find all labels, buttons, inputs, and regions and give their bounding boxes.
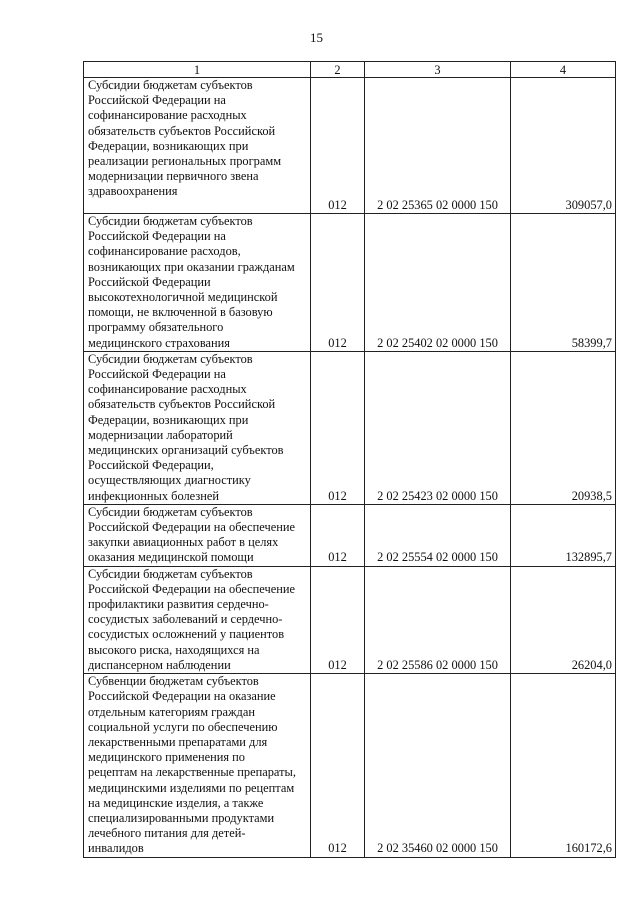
table-header-row [84, 62, 616, 78]
table-row [84, 504, 616, 566]
description-line: социальной услуги по обеспечению [88, 719, 278, 734]
description-line: медицинскими изделиями по рецептам [88, 780, 295, 795]
description-line: модернизации лабораторий [88, 427, 233, 442]
description-line: специализированными продуктами [88, 810, 275, 825]
row-kbk: 2 02 35460 02 0000 150 [365, 674, 511, 857]
row-description [84, 78, 311, 214]
row-code: 012 [311, 566, 365, 673]
description-line: рецептам на лекарственные препараты, [88, 765, 296, 780]
row-code: 012 [311, 214, 365, 352]
description-line: Федерации, возникающих при [88, 412, 249, 427]
description-line: софинансирование расходных [88, 382, 247, 397]
description-line: высокотехнологичной медицинской [88, 290, 278, 305]
table-row [84, 214, 616, 352]
description-line: осуществляющих диагностику [88, 473, 251, 488]
row-description [84, 214, 311, 352]
column-header-1: 1 [84, 62, 311, 78]
description-line: Субсидии бюджетам субъектов [88, 78, 253, 92]
row-description [84, 674, 311, 857]
row-amount: 58399,7 [511, 214, 616, 352]
description-line: Российской Федерации на обеспечение [88, 581, 295, 596]
description-line: Российской Федерации на обеспечение [88, 520, 295, 535]
row-code: 012 [311, 78, 365, 214]
description-line: Субсидии бюджетам субъектов [88, 214, 253, 228]
table-row [84, 78, 616, 214]
row-description [84, 566, 311, 673]
description-line: на медицинские изделия, а также [88, 795, 264, 810]
row-code: 012 [311, 674, 365, 857]
table-row [84, 674, 616, 857]
column-header-3: 3 [365, 62, 511, 78]
description-line: модернизации первичного звена [88, 169, 259, 184]
description-line: Федерации, возникающих при [88, 138, 249, 153]
description-line: сосудистых заболеваний и сердечно- [88, 612, 283, 627]
description-line: здравоохранения [88, 184, 178, 199]
column-header-2: 2 [311, 62, 365, 78]
row-kbk: 2 02 25365 02 0000 150 [365, 78, 511, 214]
description-line: Субвенции бюджетам субъектов [88, 674, 259, 689]
description-line: Субсидии бюджетам субъектов [88, 351, 253, 366]
description-line: Российской Федерации, [88, 458, 214, 473]
description-line: медицинских организаций субъектов [88, 443, 284, 458]
description-line: лечебного питания для детей- [88, 826, 246, 841]
page-number: 15 [310, 30, 323, 45]
description-line: Российской Федерации на оказание [88, 689, 276, 704]
row-kbk: 2 02 25554 02 0000 150 [365, 504, 511, 566]
row-amount: 160172,6 [511, 674, 616, 857]
description-line: софинансирование расходных [88, 108, 247, 123]
row-amount: 132895,7 [511, 504, 616, 566]
row-amount: 26204,0 [511, 566, 616, 673]
description-line: Российской Федерации на [88, 367, 226, 382]
description-line: Российской Федерации на [88, 93, 226, 108]
description-line: высокого риска, находящихся на [88, 642, 260, 657]
description-line: Субсидии бюджетам субъектов [88, 504, 253, 519]
row-amount: 309057,0 [511, 78, 616, 214]
row-kbk: 2 02 25423 02 0000 150 [365, 351, 511, 504]
row-code: 012 [311, 504, 365, 566]
column-header-4: 4 [511, 62, 616, 78]
table-row [84, 566, 616, 673]
row-description [84, 351, 311, 504]
budget-table [83, 61, 616, 858]
description-line: профилактики развития сердечно- [88, 597, 269, 612]
description-line: сосудистых осложнений у пациентов [88, 627, 285, 642]
description-line: медицинского страхования [88, 335, 230, 350]
description-line: Российской Федерации на [88, 229, 226, 244]
row-amount: 20938,5 [511, 351, 616, 504]
row-code: 012 [311, 351, 365, 504]
description-line: Субсидии бюджетам субъектов [88, 566, 253, 581]
description-line: отдельным категориям граждан [88, 704, 255, 719]
description-line: обязательств субъектов Российской [88, 123, 276, 138]
table-row [84, 351, 616, 504]
description-line: обязательств субъектов Российской [88, 397, 276, 412]
row-kbk: 2 02 25586 02 0000 150 [365, 566, 511, 673]
description-line: инвалидов [88, 841, 144, 856]
row-description [84, 504, 311, 566]
description-line: возникающих при оказании гражданам [88, 259, 295, 274]
description-line: лекарственными препаратами для [88, 734, 268, 749]
description-line: медицинского применения по [88, 750, 245, 765]
description-line: помощи, не включенной в базовую [88, 305, 273, 320]
description-line: закупки авиационных работ в целях [88, 535, 279, 550]
description-line: программу обязательного [88, 320, 224, 335]
row-kbk: 2 02 25402 02 0000 150 [365, 214, 511, 352]
description-line: реализации региональных программ [88, 154, 282, 169]
description-line: диспансерном наблюдении [88, 657, 231, 672]
description-line: инфекционных болезней [88, 488, 219, 503]
description-line: оказания медицинской помощи [88, 550, 254, 565]
description-line: софинансирование расходов, [88, 244, 241, 259]
description-line: Российской Федерации [88, 274, 211, 289]
